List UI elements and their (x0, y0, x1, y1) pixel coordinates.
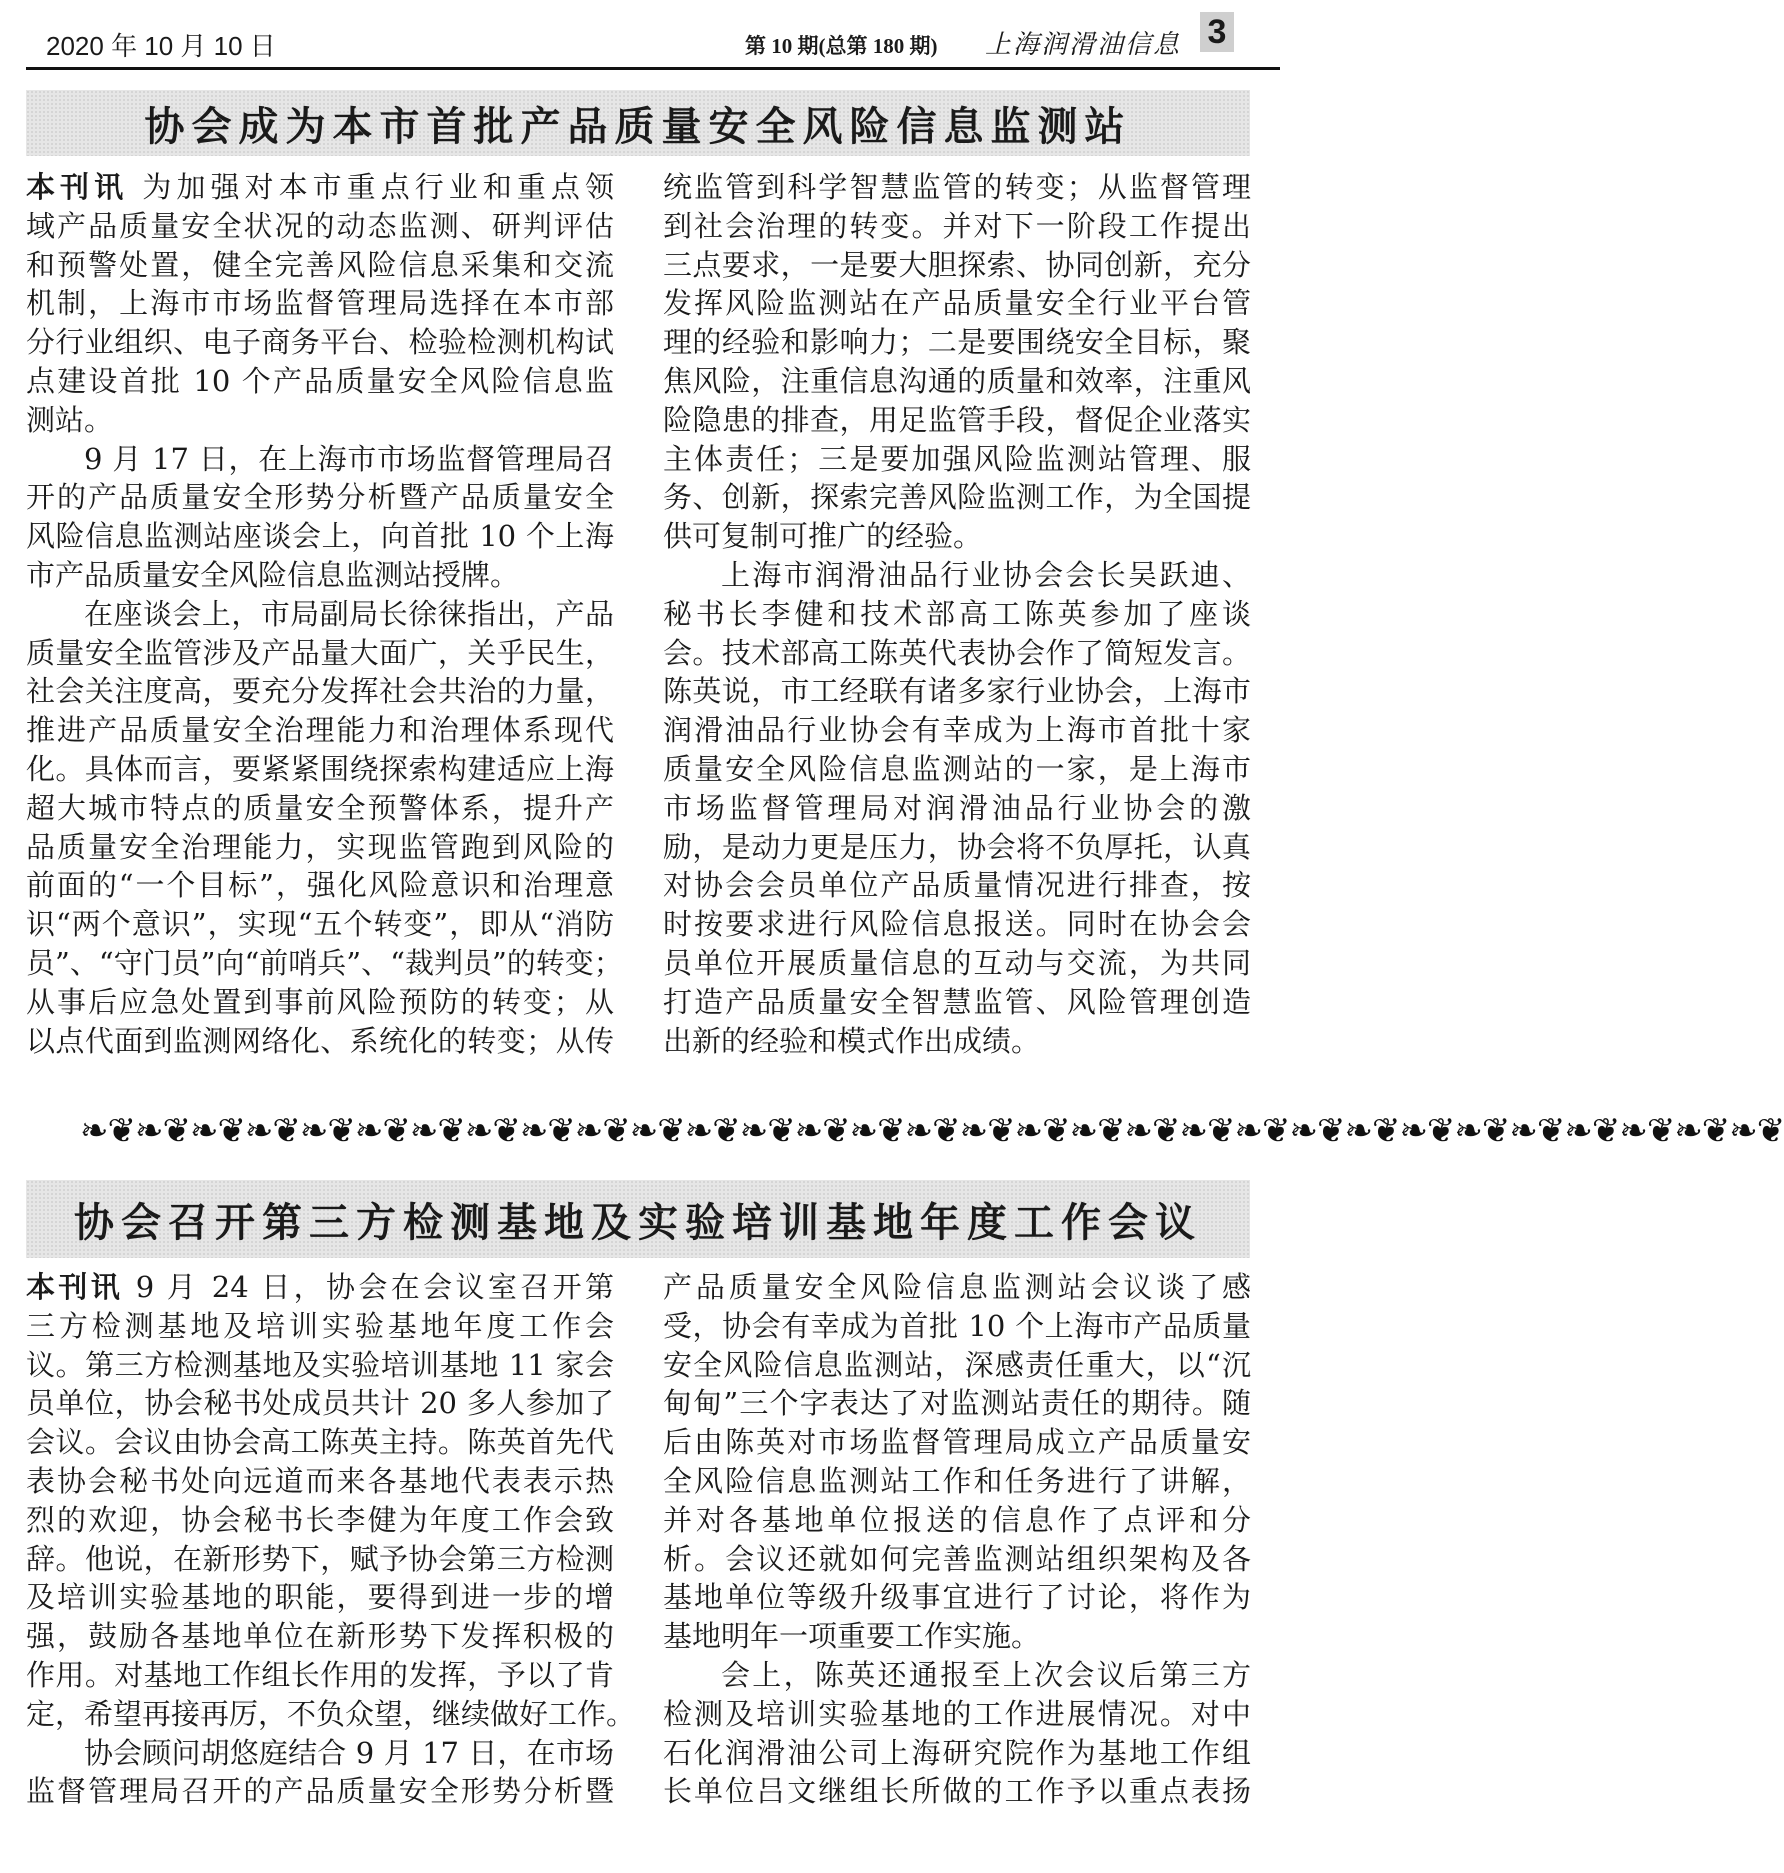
text-line-content: 焦风险，注重信息沟通的质量和效率，注重风 (663, 363, 1251, 398)
text-line (26, 556, 614, 595)
text-line (26, 672, 614, 711)
article-2-title-band (26, 1180, 1250, 1258)
text-line-content: 上海市润滑油品行业协会会长吴跃迪、 (721, 557, 1251, 592)
text-line-content: 分行业组织、电子商务平台、检验检测机构试 (26, 325, 614, 360)
text-line-content: 受，协会有幸成为首批 10 个上海市产品质量 (663, 1308, 1251, 1343)
text-line (26, 1772, 614, 1811)
text-line-content: 务、创新，探索完善风险监测工作，为全国提 (663, 480, 1251, 515)
text-line (663, 323, 1251, 362)
text-line (663, 789, 1251, 828)
text-line (663, 478, 1251, 517)
text-line-content: 秘书长李健和技术部高工陈英参加了座谈 (663, 596, 1251, 631)
text-line (663, 750, 1251, 789)
text-line-content: 市场监督管理局对润滑油品行业协会的激 (663, 790, 1251, 825)
text-line-content: 员单位开展质量信息的互动与交流，为共同 (663, 945, 1251, 980)
text-line (26, 478, 614, 517)
text-line-content: 市产品质量安全风险信息监测站授牌。 (26, 557, 520, 592)
text-line-content: 析。会议还就如何完善监测站组织架构及各 (663, 1541, 1251, 1576)
text-line-content: 润滑油品行业协会有幸成为上海市首批十家 (663, 713, 1251, 748)
text-line-content: 定，希望再接再厉，不负众望，继续做好工作。 (26, 1696, 636, 1731)
text-line (663, 1540, 1251, 1579)
text-line (663, 1346, 1251, 1385)
text-line (663, 1307, 1251, 1346)
text-line (663, 905, 1251, 944)
text-line (663, 672, 1251, 711)
text-line-content: 开的产品质量安全形势分析暨产品质量安全 (26, 480, 614, 515)
text-line-content: 甸甸”三个字表达了对监测站责任的期待。随 (663, 1386, 1251, 1421)
text-line (26, 866, 614, 905)
text-line-content: 供可复制可推广的经验。 (663, 519, 983, 554)
text-line-content: 基地明年一项重要工作实施。 (663, 1619, 1041, 1654)
text-line-content: 识“两个意识”，实现“五个转变”，即从“消防 (26, 907, 614, 942)
text-line (26, 711, 614, 750)
text-line (26, 517, 614, 556)
text-line (663, 711, 1251, 750)
text-line-content: 点建设首批 10 个产品质量安全风险信息监 (26, 363, 614, 398)
text-line-content: 员”、“守门员”向“前哨兵”、“裁判员”的转变； (26, 945, 623, 980)
text-line-content: 统监管到科学智慧监管的转变；从监督管理 (663, 170, 1251, 204)
text-line-content: 后由陈英对市场监督管理局成立产品质量安 (663, 1425, 1251, 1460)
dateline-lead: 本刊讯 (26, 1270, 124, 1304)
text-line (663, 983, 1251, 1022)
text-line-content: 出新的经验和模式作出成绩。 (663, 1023, 1041, 1058)
text-line (26, 1578, 614, 1617)
text-line-content: 会。技术部高工陈英代表协会作了简短发言。 (663, 635, 1251, 670)
text-line-content: 并对各基地单位报送的信息作了点评和分 (663, 1502, 1251, 1537)
text-line-content: 检测及培训实验基地的工作进展情况。对中 (663, 1696, 1251, 1731)
text-line-content: 烈的欢迎，协会秘书长李健为年度工作会致 (26, 1502, 614, 1537)
masthead-logo: 上海润滑油信息 (985, 30, 1182, 60)
text-line-content: 对协会会员单位产品质量情况进行排查，按 (663, 868, 1251, 903)
text-line-content: 全风险信息监测站工作和任务进行了讲解， (663, 1463, 1251, 1498)
text-line (26, 1540, 614, 1579)
text-line (663, 1384, 1251, 1423)
text-line (26, 362, 614, 401)
text-line (26, 1656, 614, 1695)
text-line-content: 品质量安全治理能力，实现监管跑到风险的 (26, 829, 614, 864)
text-line (663, 595, 1251, 634)
text-line (663, 1772, 1251, 1811)
text-line-content: 超大城市特点的质量安全预警体系，提升产 (26, 790, 614, 825)
text-line (663, 1501, 1251, 1540)
text-line-content: 时按要求进行风险信息报送。同时在协会会 (663, 907, 1251, 942)
issue-number: 第 10 期(总第 180 期) (745, 34, 938, 58)
text-line-content: 协会顾问胡悠庭结合 9 月 17 日，在市场 (84, 1735, 614, 1770)
text-line-content: 作用。对基地工作组长作用的发挥，予以了肯 (26, 1657, 614, 1692)
text-line (26, 440, 614, 479)
text-line-content: 产品质量安全风险信息监测站会议谈了感 (663, 1270, 1251, 1304)
text-line (26, 207, 614, 246)
text-line-content: 风险信息监测站座谈会上，向首批 10 个上海 (26, 519, 614, 554)
text-line-content: 三点要求，一是要大胆探索、协同创新，充分 (663, 247, 1251, 282)
text-line-content: 理的经验和影响力；二是要围绕安全目标，聚 (663, 325, 1251, 360)
text-line-content: 险隐患的排查，用足监管手段，督促企业落实 (663, 402, 1251, 437)
text-line (26, 1462, 614, 1501)
text-line (26, 284, 614, 323)
text-line (663, 1462, 1251, 1501)
text-line-content: 三方检测基地及培训实验基地年度工作会 (26, 1308, 614, 1343)
text-line-content: 员单位，协会秘书处成员共计 20 多人参加了 (26, 1386, 614, 1421)
article-1-column-2 (663, 168, 1251, 1060)
text-line-content: 9 月 17 日，在上海市市场监督管理局召 (84, 441, 614, 476)
text-line (26, 1617, 614, 1656)
text-line (663, 828, 1251, 867)
text-line (26, 1384, 614, 1423)
text-line (663, 1656, 1251, 1695)
text-line (663, 866, 1251, 905)
text-line-content: 励，是动力更是压力，协会将不负厚托，认真 (663, 829, 1251, 864)
text-line (26, 246, 614, 285)
text-line-content: 在座谈会上，市局副局长徐徕指出，产品 (84, 596, 614, 631)
text-line-content: 辞。他说，在新形势下，赋予协会第三方检测 (26, 1541, 614, 1576)
text-line (663, 1022, 1251, 1061)
text-line-content: 表协会秘书处向远道而来各基地代表表示热 (26, 1463, 614, 1498)
text-line-content: 化。具体而言，要紧紧围绕探索构建适应上海 (26, 751, 614, 786)
text-line (26, 1501, 614, 1540)
text-line (26, 944, 623, 983)
text-line-content: 为加强对本市重点行业和重点领 (128, 170, 614, 204)
text-line-content: 会上，陈英还通报至上次会议后第三方 (721, 1657, 1251, 1692)
text-line-content: 以点代面到监测网络化、系统化的转变；从传 (26, 1023, 614, 1058)
text-line (663, 168, 1251, 207)
text-line (663, 440, 1251, 479)
text-line (663, 362, 1251, 401)
text-line-content: 议。第三方检测基地及实验培训基地 11 家会 (26, 1347, 614, 1382)
text-line (663, 944, 1251, 983)
text-line-content: 9 月 24 日，协会在会议室召开第 (123, 1270, 614, 1304)
text-line-content: 前面的“一个目标”，强化风险意识和治理意 (26, 868, 614, 903)
text-line (26, 1346, 614, 1385)
text-line-content: 到社会治理的转变。并对下一阶段工作提出 (663, 208, 1251, 243)
text-line (663, 1734, 1251, 1773)
text-line-content: 质量安全风险信息监测站的一家，是上海市 (663, 751, 1251, 786)
text-line (663, 207, 1251, 246)
text-line-content: 基地单位等级升级事宜进行了讨论，将作为 (663, 1580, 1251, 1615)
text-line (26, 1423, 614, 1462)
text-line (663, 1695, 1251, 1734)
text-line (26, 750, 614, 789)
text-line (26, 789, 614, 828)
text-line (26, 168, 614, 207)
text-line (663, 634, 1251, 673)
text-line (663, 1578, 1251, 1617)
header-rule (26, 67, 1280, 70)
text-line-content: 陈英说，市工经联有诸多家行业协会，上海市 (663, 674, 1251, 709)
issue-date: 2020 年 10 月 10 日 (46, 31, 276, 61)
article-1-column-1 (26, 168, 623, 1060)
text-line (26, 1022, 614, 1061)
text-line-content: 从事后应急处置到事前风险预防的转变；从 (26, 984, 614, 1019)
text-line-content: 打造产品质量安全智慧监管、风险管理创造 (663, 984, 1251, 1019)
text-line-content: 石化润滑油公司上海研究院作为基地工作组 (663, 1735, 1251, 1770)
text-line-content: 强，鼓励各基地单位在新形势下发挥积极的 (26, 1619, 614, 1654)
text-line-content: 推进产品质量安全治理能力和治理体系现代 (26, 713, 614, 748)
text-line (26, 983, 614, 1022)
dateline-lead: 本刊讯 (26, 170, 129, 204)
article-1-title: 协会成为本市首批产品质量安全风险信息监测站 (144, 103, 1132, 150)
text-line (663, 1268, 1251, 1307)
leaf-vine-divider-icon: ❧❦❧❦❧❦❧❦❧❦❧❦❧❦❧❦❧❦❧❦❧❦❧❦❧❦❧❦❧❦❧❦❧❦❧❦❧❦❧❦❧❦❧❦❧❦❧❦❧❦❧❦❧❦❧❦❧❦❧❦❧❦ (80, 1111, 1784, 1151)
text-line (26, 1307, 614, 1346)
text-line-content: 及培训实验基地的职能，要得到进一步的增 (26, 1580, 614, 1615)
text-line (663, 246, 1251, 285)
text-line-content: 机制，上海市市场监督管理局选择在本市部 (26, 286, 614, 321)
article-2-column-1 (26, 1268, 636, 1811)
text-line (26, 905, 614, 944)
article-2-column-2 (663, 1268, 1251, 1811)
text-line-content: 社会关注度高，要充分发挥社会共治的力量， (26, 674, 614, 709)
text-line-content: 主体责任；三是要加强风险监测站管理、服 (663, 441, 1251, 476)
text-line-content: 域产品质量安全状况的动态监测、研判评估 (26, 208, 614, 243)
text-line (663, 401, 1251, 440)
text-line-content: 质量安全监管涉及产品量大面广，关乎民生， (26, 635, 614, 670)
text-line-content: 长单位吕文继组长所做的工作予以重点表扬 (663, 1774, 1251, 1809)
text-line (26, 1695, 636, 1734)
text-line (26, 323, 614, 362)
text-line-content: 会议。会议由协会高工陈英主持。陈英首先代 (26, 1425, 614, 1460)
text-line (26, 595, 614, 634)
text-line (26, 634, 614, 673)
article-2-title: 协会召开第三方检测基地及实验培训基地年度工作会议 (74, 1199, 1202, 1246)
text-line (663, 284, 1251, 323)
page-number: 3 (1200, 12, 1234, 52)
text-line (26, 1268, 614, 1307)
text-line-content: 和预警处置，健全完善风险信息采集和交流 (26, 247, 614, 282)
text-line (663, 1423, 1251, 1462)
text-line (26, 1734, 614, 1773)
text-line (663, 1617, 1251, 1656)
text-line (663, 556, 1251, 595)
text-line-content: 测站。 (26, 402, 114, 437)
text-line-content: 发挥风险监测站在产品质量安全行业平台管 (663, 286, 1251, 321)
text-line (26, 401, 614, 440)
article-1-title-band (26, 90, 1250, 156)
text-line (26, 828, 614, 867)
text-line-content: 监督管理局召开的产品质量安全形势分析暨 (26, 1774, 614, 1809)
text-line-content: 安全风险信息监测站，深感责任重大，以“沉 (663, 1347, 1251, 1382)
text-line (663, 517, 1251, 556)
